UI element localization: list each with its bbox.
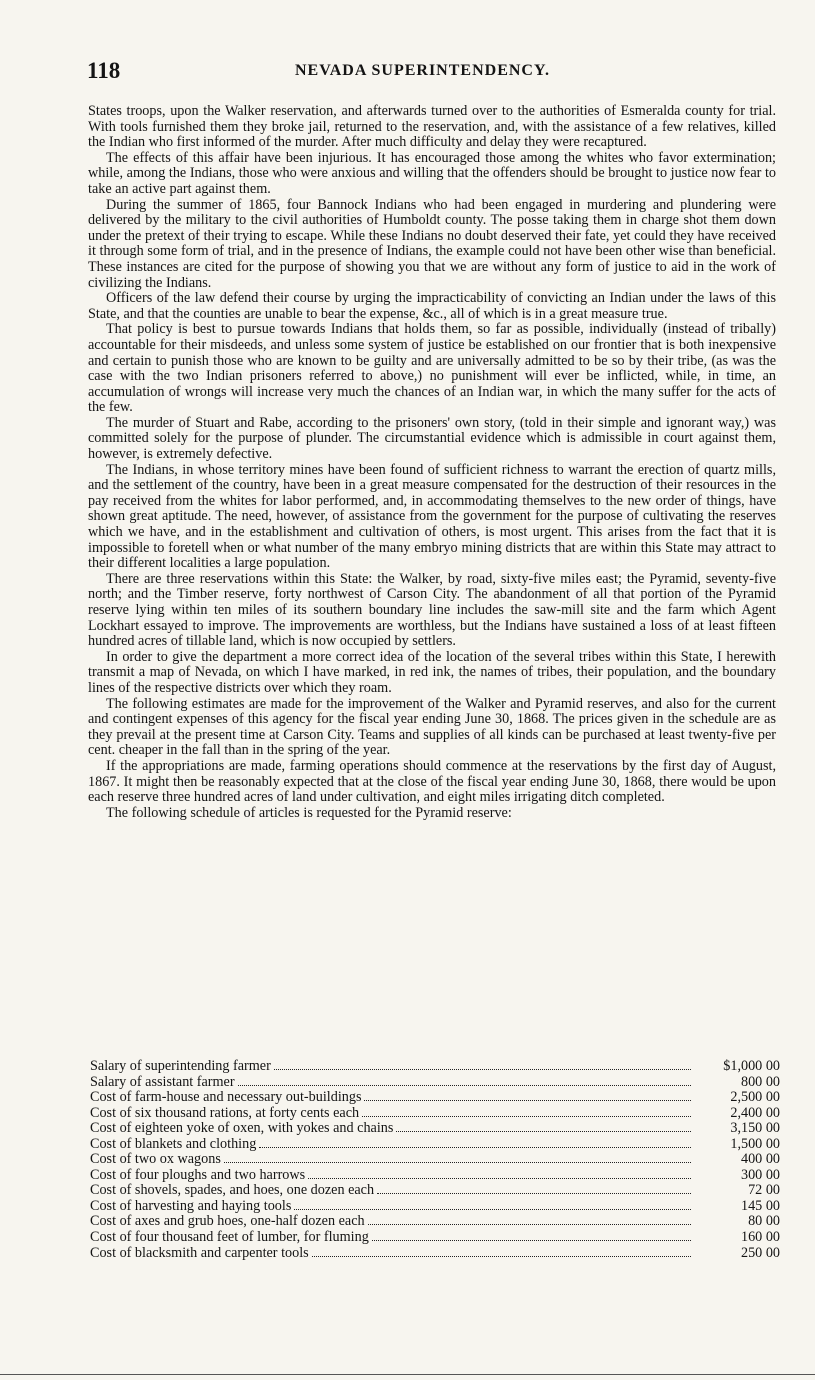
schedule-row: [90, 1152, 780, 1168]
schedule-row: [90, 1090, 780, 1106]
paragraph: States troops, upon the Walker reservation, and afterwards turned over to the authorities of Esmeralda county for trial. With tools furnished them they broke jail, returned to the reservation, and, with the assistance of a few relatives, killed the Indian who first informed of the murder. After much difficulty and delay they were recaptured.: [88, 103, 776, 151]
dot-leader: [372, 1239, 691, 1241]
schedule-table: [90, 1059, 780, 1261]
schedule-row: [90, 1075, 780, 1091]
paragraph: The Indians, in whose territory mines have been found of sufficient richness to warrant the erection of quartz mills, and the settlement of the country, have been in a great measure compensated for the destruction of their resources in the pay received from the whites for labor performed, and, in accommodating themselves to the new order of things, have shown great aptitude. The need, however, of assistance from the government for the purpose of cultivating the reserves which we have, and in the establishment and cultivation of others, is most urgent. This arises from the fact that it is impossible to foretell when or what number of the many embryo mining districts that are within this State may attract to their different localities a large population.: [88, 461, 776, 572]
schedule-row: [90, 1168, 780, 1184]
schedule-item-label: Salary of superintending farmer: [90, 1058, 271, 1074]
paragraph: The following estimates are made for the improvement of the Walker and Pyramid reserves, and also for the current and contingent expenses of this agency for the fiscal year ending June 30, 1868. The prices given in the schedule are as they prevail at the present time at Carson City. Teams and supplies of all kinds can be purchased at least twenty-five per cent. cheaper in the fall than in the spring of the year.: [88, 695, 776, 759]
dot-leader: [294, 1208, 691, 1210]
schedule-item-amount: 300 00: [740, 1166, 780, 1183]
schedule-item-label: Cost of eighteen yoke of oxen, with yokes and chains: [90, 1120, 394, 1137]
paragraph: There are three reservations within this State: the Walker, by road, sixty-five miles east; the Pyramid, seventy-five north; and the Timber reserve, forty northwest of Carson City. The abandonment of all that portion of the Pyramid reserve lying within ten miles of its southern boundary line includes the saw-mill site and the farm which Agent Lockhart essayed to improve. The improvements are worthless, but the Indians have sustained a loss of at least fifteen hundred acres of tillable land, which is now occupied by settlers.: [88, 570, 776, 650]
paragraph: If the appropriations are made, farming operations should commence at the reservations by the first day of August, 1867. It might then be reasonably expected that at the close of the fiscal year ending June 30, 1868, there would be upon each reserve three hundred acres of land under cultivation, and eight miles irrigating ditch completed.: [88, 757, 776, 806]
schedule-item-label: Cost of farm-house and necessary out-buildings: [90, 1089, 362, 1106]
dot-leader: [364, 1099, 691, 1101]
paragraph: Officers of the law defend their course by urging the impracticability of convicting an Indian under the laws of this State, and that the counties are unable to bear the expense, &c., all of which is in a great measure true.: [88, 290, 776, 322]
paragraph: During the summer of 1865, four Bannock Indians who had been engaged in murdering and plundering were delivered by the military to the civil authorities of Humboldt county. The posse taking them in charge shot them down under the pretext of their trying to escape. While these Indians no doubt deserved their fate, yet could they have received it through some form of trial, and in the presence of Indians, the example could not have been other wise than beneficial. These instances are cited for the purpose of showing you that we are without any form of justice to aid in the work of civilizing the Indians.: [88, 196, 776, 291]
dot-leader: [362, 1115, 691, 1117]
dot-leader: [377, 1192, 691, 1194]
paragraph: In order to give the department a more correct idea of the location of the several tribes within this State, I herewith transmit a map of Nevada, on which I have marked, in red ink, the names of tribes, their population, and the boundary lines of the respective districts over which they roam.: [88, 648, 776, 696]
dot-leader: [396, 1130, 691, 1132]
schedule-item-amount: 80 00: [748, 1213, 780, 1230]
bottom-rule: [0, 1374, 815, 1375]
dot-leader: [224, 1161, 691, 1163]
dot-leader: [368, 1223, 691, 1225]
dot-leader: [274, 1068, 691, 1070]
schedule-item-label: Salary of assistant farmer: [90, 1073, 235, 1090]
body-text: [88, 104, 776, 821]
schedule-row: [90, 1246, 780, 1262]
schedule-item-label: Cost of six thousand rations, at forty cents each: [90, 1104, 360, 1121]
schedule-item-label: Cost of blacksmith and carpenter tools: [90, 1244, 309, 1261]
schedule-item-label: Cost of four thousand feet of lumber, for fluming: [90, 1229, 369, 1246]
schedule-item-amount: 2,500 00: [730, 1089, 780, 1106]
dot-leader: [238, 1084, 691, 1086]
schedule-item-amount: 800 00: [740, 1073, 780, 1090]
schedule-item-amount: 3,150 00: [730, 1120, 780, 1137]
schedule-item-label: Cost of two ox wagons: [90, 1151, 221, 1168]
dot-leader: [259, 1146, 691, 1148]
schedule-row: [90, 1199, 780, 1215]
schedule-item-label: Cost of four ploughs and two harrows: [90, 1166, 306, 1183]
schedule-row: [90, 1137, 780, 1153]
dot-leader: [312, 1255, 691, 1257]
paragraph: The murder of Stuart and Rabe, according to the prisoners' own story, (told in their simple and ignorant way,) was committed solely for the purpose of plunder. The circumstantial evidence which is admissible in court against them, however, is extremely defective.: [88, 414, 776, 463]
schedule-row: [90, 1183, 780, 1199]
dot-leader: [308, 1177, 691, 1179]
schedule-item-amount: $1,000 00: [723, 1058, 780, 1074]
schedule-item-label: Cost of blankets and clothing: [90, 1135, 257, 1152]
schedule-item-amount: 400 00: [740, 1151, 780, 1168]
schedule-item-amount: 250 00: [740, 1244, 780, 1261]
schedule-item-label: Cost of axes and grub hoes, one-half dozen each: [90, 1213, 365, 1230]
schedule-item-label: Cost of harvesting and haying tools: [90, 1197, 292, 1214]
paragraph: The following schedule of articles is requested for the Pyramid reserve:: [106, 804, 512, 821]
schedule-item-amount: 145 00: [740, 1197, 780, 1214]
schedule-item-amount: 2,400 00: [730, 1104, 780, 1121]
schedule-row: [90, 1230, 780, 1246]
schedule-item-label: Cost of shovels, spades, and hoes, one dozen each: [90, 1182, 375, 1199]
running-title: NEVADA SUPERINTENDENCY.: [295, 62, 551, 79]
schedule-item-amount: 160 00: [740, 1229, 780, 1246]
paragraph: That policy is best to pursue towards Indians that holds them, so far as possible, individually (instead of tribally) accountable for their misdeeds, and unless some system of justice be established on our frontier that is both inexpensive and certain to punish those who are known to be guilty and are universally admitted to be so by their tribe, (as was the case with the two Indian prisoners referred to above,) no punishment will ever be inflicted, while, in time, an accumulation of wrongs will increase very much the chances of an Indian war, in which the many suffer for the acts of the few.: [88, 321, 776, 416]
page-number: 118: [87, 58, 121, 83]
schedule-row: [90, 1059, 780, 1075]
schedule-row: [90, 1214, 780, 1230]
paragraph: The effects of this affair have been injurious. It has encouraged those among the whites who favor extermination; while, among the Indians, those who were anxious and willing that the offenders should be brought to justice now fear to take an active part against them.: [88, 149, 776, 197]
schedule-item-amount: 72 00: [748, 1182, 780, 1199]
schedule-item-amount: 1,500 00: [730, 1135, 780, 1152]
schedule-row: [90, 1106, 780, 1122]
schedule-row: [90, 1121, 780, 1137]
